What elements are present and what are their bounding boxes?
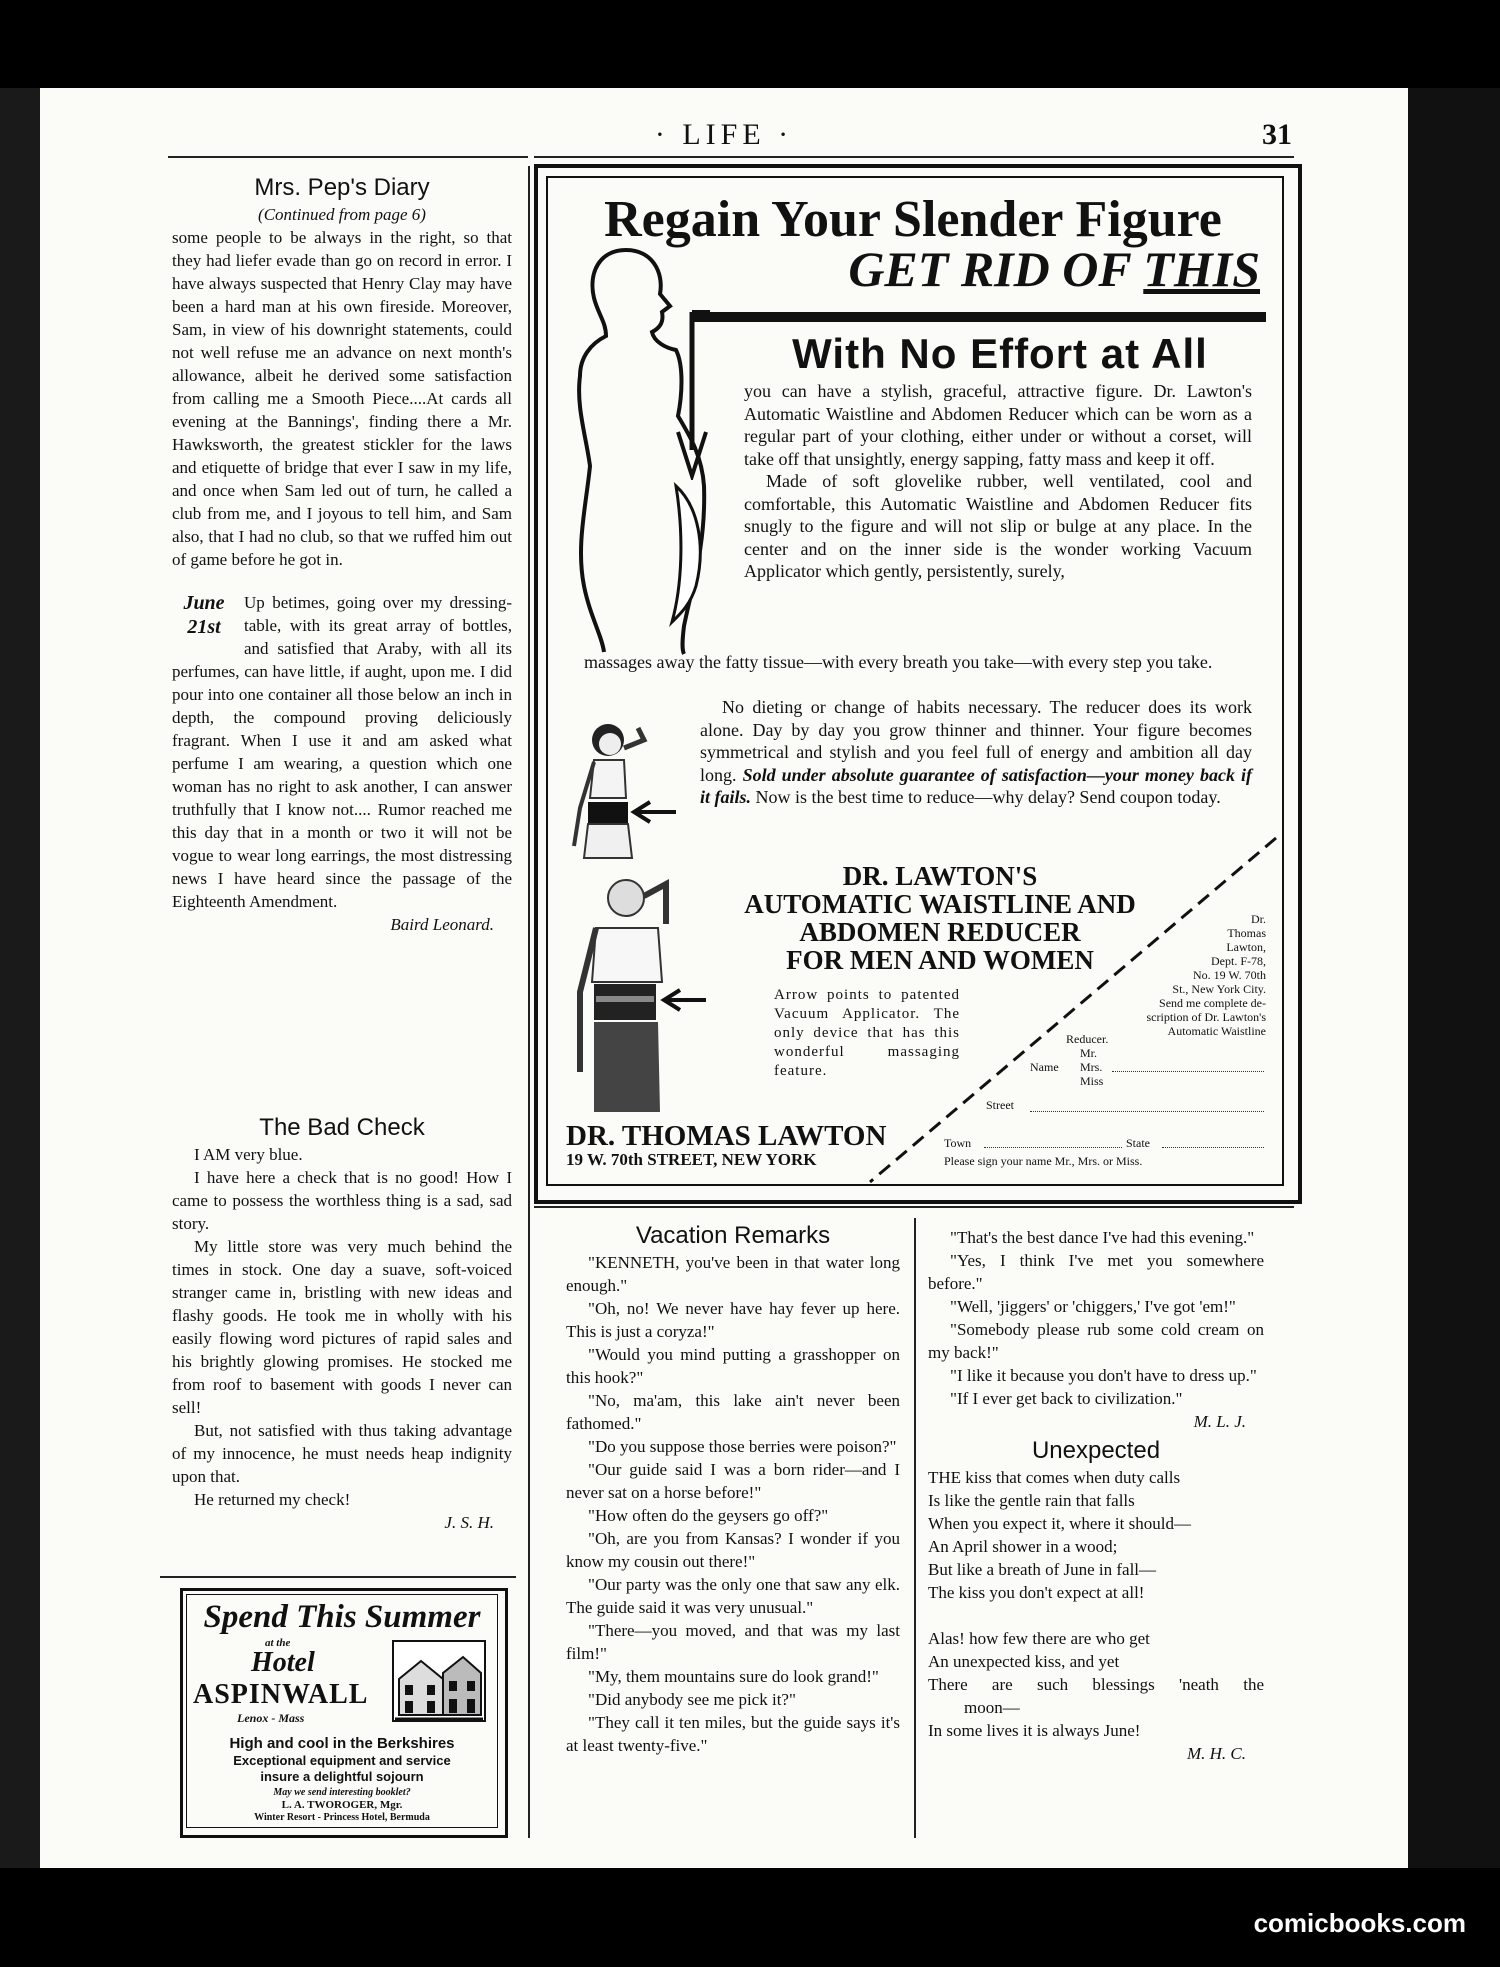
vacation-remark: "Would you mind putting a grasshopper on this hook?" xyxy=(566,1345,900,1387)
poem-line: But like a breath of June in fall— xyxy=(928,1560,1157,1579)
coupon-state-label: State xyxy=(1126,1136,1150,1150)
unexpected-poem xyxy=(928,1466,1264,1742)
hotel-ad xyxy=(186,1594,498,1828)
vacation-remark: "How often do the geysers go off?" xyxy=(588,1506,829,1525)
hotel-ad-manager: L. A. TWOROGER, Mgr. xyxy=(281,1799,403,1811)
vacation-title: Vacation Remarks xyxy=(635,1222,831,1249)
hotel-ad-winter: Winter Resort - Princess Hotel, Bermuda xyxy=(254,1812,430,1823)
vacation-remark: "I like it because you don't have to dress up." xyxy=(950,1366,1257,1385)
badcheck-column xyxy=(172,1116,512,1534)
vacation-remark: "Somebody please rub some cold cream on my back!" xyxy=(928,1320,1264,1362)
coupon-name-label: Name xyxy=(1030,1060,1059,1074)
ad-body-wide xyxy=(584,651,1252,674)
coupon-request xyxy=(1050,982,1266,1038)
vacation-remark: "Did anybody see me pick it?" xyxy=(588,1690,796,1709)
coupon-miss: Miss xyxy=(1080,1074,1104,1088)
hotel-ad-booklet: May we send interesting booklet? xyxy=(273,1787,411,1798)
coupon-text: Lawton, xyxy=(1226,940,1266,954)
poem-line: An April shower in a wood; xyxy=(928,1537,1118,1556)
badcheck-paragraph: He returned my check! xyxy=(194,1490,351,1509)
vacation-remark: "Our party was the only one that saw any elk. The guide said it was very unusual." xyxy=(566,1575,900,1617)
ad-product-line: DR. LAWTON'S xyxy=(842,861,1038,891)
ad-product-line: AUTOMATIC WAISTLINE AND xyxy=(744,889,1136,919)
vacation-remark: "Well, 'jiggers' or 'chiggers,' I've got 'em!" xyxy=(950,1297,1236,1316)
poem-line: moon— xyxy=(964,1698,1020,1717)
hotel-ad-line: Exceptional equipment and service xyxy=(233,1753,451,1768)
diary-paragraph-1: some people to be always in the right, so that they had liefer evade than go on record in error. I have always suspected that Henry Clay may have been a hard man at his own fireside. Moreover, Sam, in view of his downright statements, could not well refuse me an advance on next month's allowance, albeit he derived some satisfaction from calling me a Smooth Piece....At cards all evening at the Bannings', finding there a Mr. Hawksworth, the greatest stickler for the laws and etiquette of bridge that ever I saw in my life, and once when Sam led out of turn, he called a club from me, and I joyous to tell him, and Sam also, that I had no club, so that we ruffed him out of game before he got in. xyxy=(172,228,512,569)
woman-illustration xyxy=(566,718,682,870)
header-rule-right xyxy=(534,156,1294,158)
coupon-state-field[interactable] xyxy=(1162,1146,1264,1148)
ad-company-address: 19 W. 70th STREET, NEW YORK xyxy=(566,1150,817,1169)
ad-arrow-caption: Arrow points to patented Vacuum Applicator. The only device that has this wonderful massaging feature. xyxy=(774,987,960,1079)
coupon-text: Automatic Waistline xyxy=(1167,1024,1266,1038)
header-rule-left xyxy=(168,156,528,158)
unexpected-title: Unexpected xyxy=(1031,1437,1161,1464)
magazine-header: · LIFE · xyxy=(654,118,794,151)
coupon-sign-note: Please sign your name Mr., Mrs. or Miss. xyxy=(944,1154,1143,1168)
ad-subtitle-emph: THIS xyxy=(1143,241,1260,297)
scan-margin xyxy=(1408,88,1500,1868)
vacation-remark: "Oh, no! We never have hay fever up here. This is just a coryza!" xyxy=(566,1299,900,1341)
coupon-street-label: Street xyxy=(986,1098,1014,1112)
poem-line: The kiss you don't expect at all! xyxy=(928,1583,1145,1602)
ad-body-text: massages away the fatty tissue—with every breath you take—with every step you take. xyxy=(584,652,1213,672)
coupon-town-field[interactable] xyxy=(984,1146,1122,1148)
poem-line: There are such blessings 'neath the xyxy=(928,1675,1264,1694)
ad-body-text-a: No dieting or change of habits necessary. The reducer does its work alone. Day by day you grow thinner and thinner. Your figure becomes symmetrical and stylish and you feel full of energy and ambition all day long. xyxy=(700,697,1252,785)
ad-product-line: ABDOMEN REDUCER xyxy=(799,917,1081,947)
ad-product-line: FOR MEN AND WOMEN xyxy=(786,945,1094,975)
man-illustration xyxy=(566,872,716,1122)
ad-body-upper xyxy=(744,380,1252,583)
column-divider xyxy=(528,166,530,1838)
vacation-remark: "Yes, I think I've met you somewhere before." xyxy=(928,1251,1264,1293)
vacation-remark: "KENNETH, you've been in that water long enough." xyxy=(566,1253,900,1295)
binding-spine xyxy=(0,88,42,1868)
vacation-remark: "Oh, are you from Kansas? I wonder if you know my cousin out there!" xyxy=(566,1529,900,1571)
vacation-column-right xyxy=(928,1226,1264,1765)
vacation-remark: "Do you suppose those berries were poison?" xyxy=(588,1437,897,1456)
badcheck-paragraph: But, not satisfied with thus taking advantage of my innocence, he must needs heap indignity upon that. xyxy=(172,1421,512,1486)
poem-line: THE kiss that comes when duty calls xyxy=(928,1468,1181,1487)
hotel-ad-name: ASPINWALL xyxy=(193,1679,369,1710)
diary-date-day: 21st xyxy=(187,616,221,638)
diary-date xyxy=(172,591,236,639)
coupon-name-field[interactable] xyxy=(1112,1070,1264,1072)
vacation-column-left xyxy=(566,1224,900,1757)
badcheck-paragraph: My little store was very much behind the times in stock. One day a suave, soft-voiced stranger came in, bristling with new ideas and flashy goods. He took me in wholly with his easily flowing word pictures of rapid sales and his brightly glowing promises. He stocked me from roof to basement with goods I never can sell! xyxy=(172,1237,512,1417)
hotel-illustration xyxy=(391,1639,487,1723)
vacation-remark: "No, ma'am, this lake ain't never been fathomed." xyxy=(566,1391,900,1433)
source-watermark: comicbooks.com xyxy=(1253,1908,1466,1938)
coupon-mrs: Mrs. xyxy=(1080,1060,1103,1074)
coupon-text: Send me complete de- xyxy=(1159,996,1266,1010)
vacation-remark: "There—you moved, and that was my last film!" xyxy=(566,1621,900,1663)
coupon-mr: Mr. xyxy=(1080,1046,1098,1060)
diary-paragraph-2: Up betimes, going over my dressing-table, with its great array of bottles, and satisfied that Araby, with all its perfumes, can have little, if aught, upon me. I did pour into one container all those below an inch in depth, the compound proving deliciously fragrant. When I use it and am asked what perfume I am wearing, a question which one woman has no right to ask another, I can answer truthfully that I know not.... Rumor reached me this day that in a month or two it will not be vogue to wear long earrings, the most distressing news I have heard since the passage of the Eighteenth Amendment. xyxy=(172,593,512,911)
hotel-ad-hotel: Hotel xyxy=(251,1647,315,1678)
ad-headline: With No Effort at All xyxy=(792,330,1208,377)
ad-guarantee: Sold under absolute guarantee of satisfaction—your money back if it fails. xyxy=(700,764,1252,807)
diary-signature: Baird Leonard. xyxy=(390,915,494,934)
ad-body-text: Made of soft glovelike rubber, well ventilated, cool and comfortable, this Automatic Waistline and Abdomen Reducer fits snugly to the figure and will not slip or bulge at any place. In the center and on the inner side is the wonder working Vacuum Applicator which gently, persistently, surely, xyxy=(744,471,1252,581)
poem-line: Alas! how few there are who get xyxy=(928,1629,1150,1648)
vacation-remark: "Our guide said I was a born rider—and I never sat on a horse before!" xyxy=(566,1460,900,1502)
hotel-ad-at-the: at the xyxy=(265,1637,291,1649)
coupon-street-field[interactable] xyxy=(1030,1110,1264,1112)
diary-date-month: June xyxy=(183,592,225,614)
vacation-remark: "If I ever get back to civilization." xyxy=(950,1389,1183,1408)
badcheck-signature: J. S. H. xyxy=(444,1513,494,1532)
badcheck-paragraph: I AM very blue. xyxy=(194,1145,303,1164)
vacation-remark: "That's the best dance I've had this evening." xyxy=(950,1228,1255,1247)
diary-subtitle: (Continued from page 6) xyxy=(258,205,426,224)
vacation-signature: M. L. J. xyxy=(1193,1412,1246,1431)
unexpected-signature: M. H. C. xyxy=(1186,1744,1246,1763)
poem-line: Is like the gentle rain that falls xyxy=(928,1491,1135,1510)
ad-body-lower xyxy=(700,696,1252,809)
diary-title: Mrs. Pep's Diary xyxy=(254,174,430,201)
vacation-remark: "They call it ten miles, but the guide says it's at least twenty-five." xyxy=(566,1713,900,1755)
coupon-town-label: Town xyxy=(944,1136,972,1150)
coupon-address xyxy=(1190,912,1266,982)
hotel-ad-location: Lenox - Mass xyxy=(237,1711,305,1725)
page-number: 31 xyxy=(1262,118,1292,151)
vacation-remark: "My, them mountains sure do look grand!" xyxy=(588,1667,879,1686)
ad-body-text-c: Now is the best time to reduce—why delay? Send coupon today. xyxy=(751,787,1221,807)
ad-company-name: DR. THOMAS LAWTON xyxy=(566,1120,887,1152)
hotel-ad-headline: Spend This Summer xyxy=(203,1599,481,1635)
ad-subtitle-text: GET RID OF xyxy=(848,241,1144,297)
coupon-text: Dr. xyxy=(1251,912,1266,926)
coupon-reducer: Reducer. xyxy=(1066,1032,1109,1046)
ad-body-text xyxy=(700,696,1252,809)
ad-title: Regain Your Slender Figure xyxy=(604,191,1222,248)
coupon-text: Thomas xyxy=(1227,926,1266,940)
poem-line: In some lives it is always June! xyxy=(928,1721,1141,1740)
ad-subtitle xyxy=(650,240,1280,298)
hotel-ad-line: insure a delightful sojourn xyxy=(260,1769,424,1784)
poem-line: When you expect it, where it should— xyxy=(928,1514,1191,1533)
poem-line: An unexpected kiss, and yet xyxy=(928,1652,1120,1671)
coupon-text: Dept. F-78, xyxy=(1211,954,1266,968)
badcheck-title: The Bad Check xyxy=(259,1114,425,1141)
ad-body-text: you can have a stylish, graceful, attractive figure. Dr. Lawton's Automatic Waistline and Abdomen Reducer which can be worn as a regular part of your clothing, either under or without a corset, will take off that unsightly, energy sapping, fatty mass and keep it off. xyxy=(744,381,1252,469)
diary-column xyxy=(172,176,512,936)
coupon-text: scription of Dr. Lawton's xyxy=(1146,1010,1266,1024)
ad-bottom-rule xyxy=(534,1206,1294,1208)
hotel-ad-tagline: High and cool in the Berkshires xyxy=(229,1735,455,1752)
down-arrow-icon xyxy=(670,310,710,480)
ad-arrow-bar xyxy=(690,312,1266,322)
coupon-text: St., New York City. xyxy=(1172,982,1266,996)
coupon-text: No. 19 W. 70th xyxy=(1192,968,1266,982)
column-divider xyxy=(914,1218,916,1838)
hotel-ad-top-rule xyxy=(160,1576,516,1578)
badcheck-paragraph: I have here a check that is no good! How I came to possess the worthless thing is a sad, sad story. xyxy=(172,1168,512,1233)
